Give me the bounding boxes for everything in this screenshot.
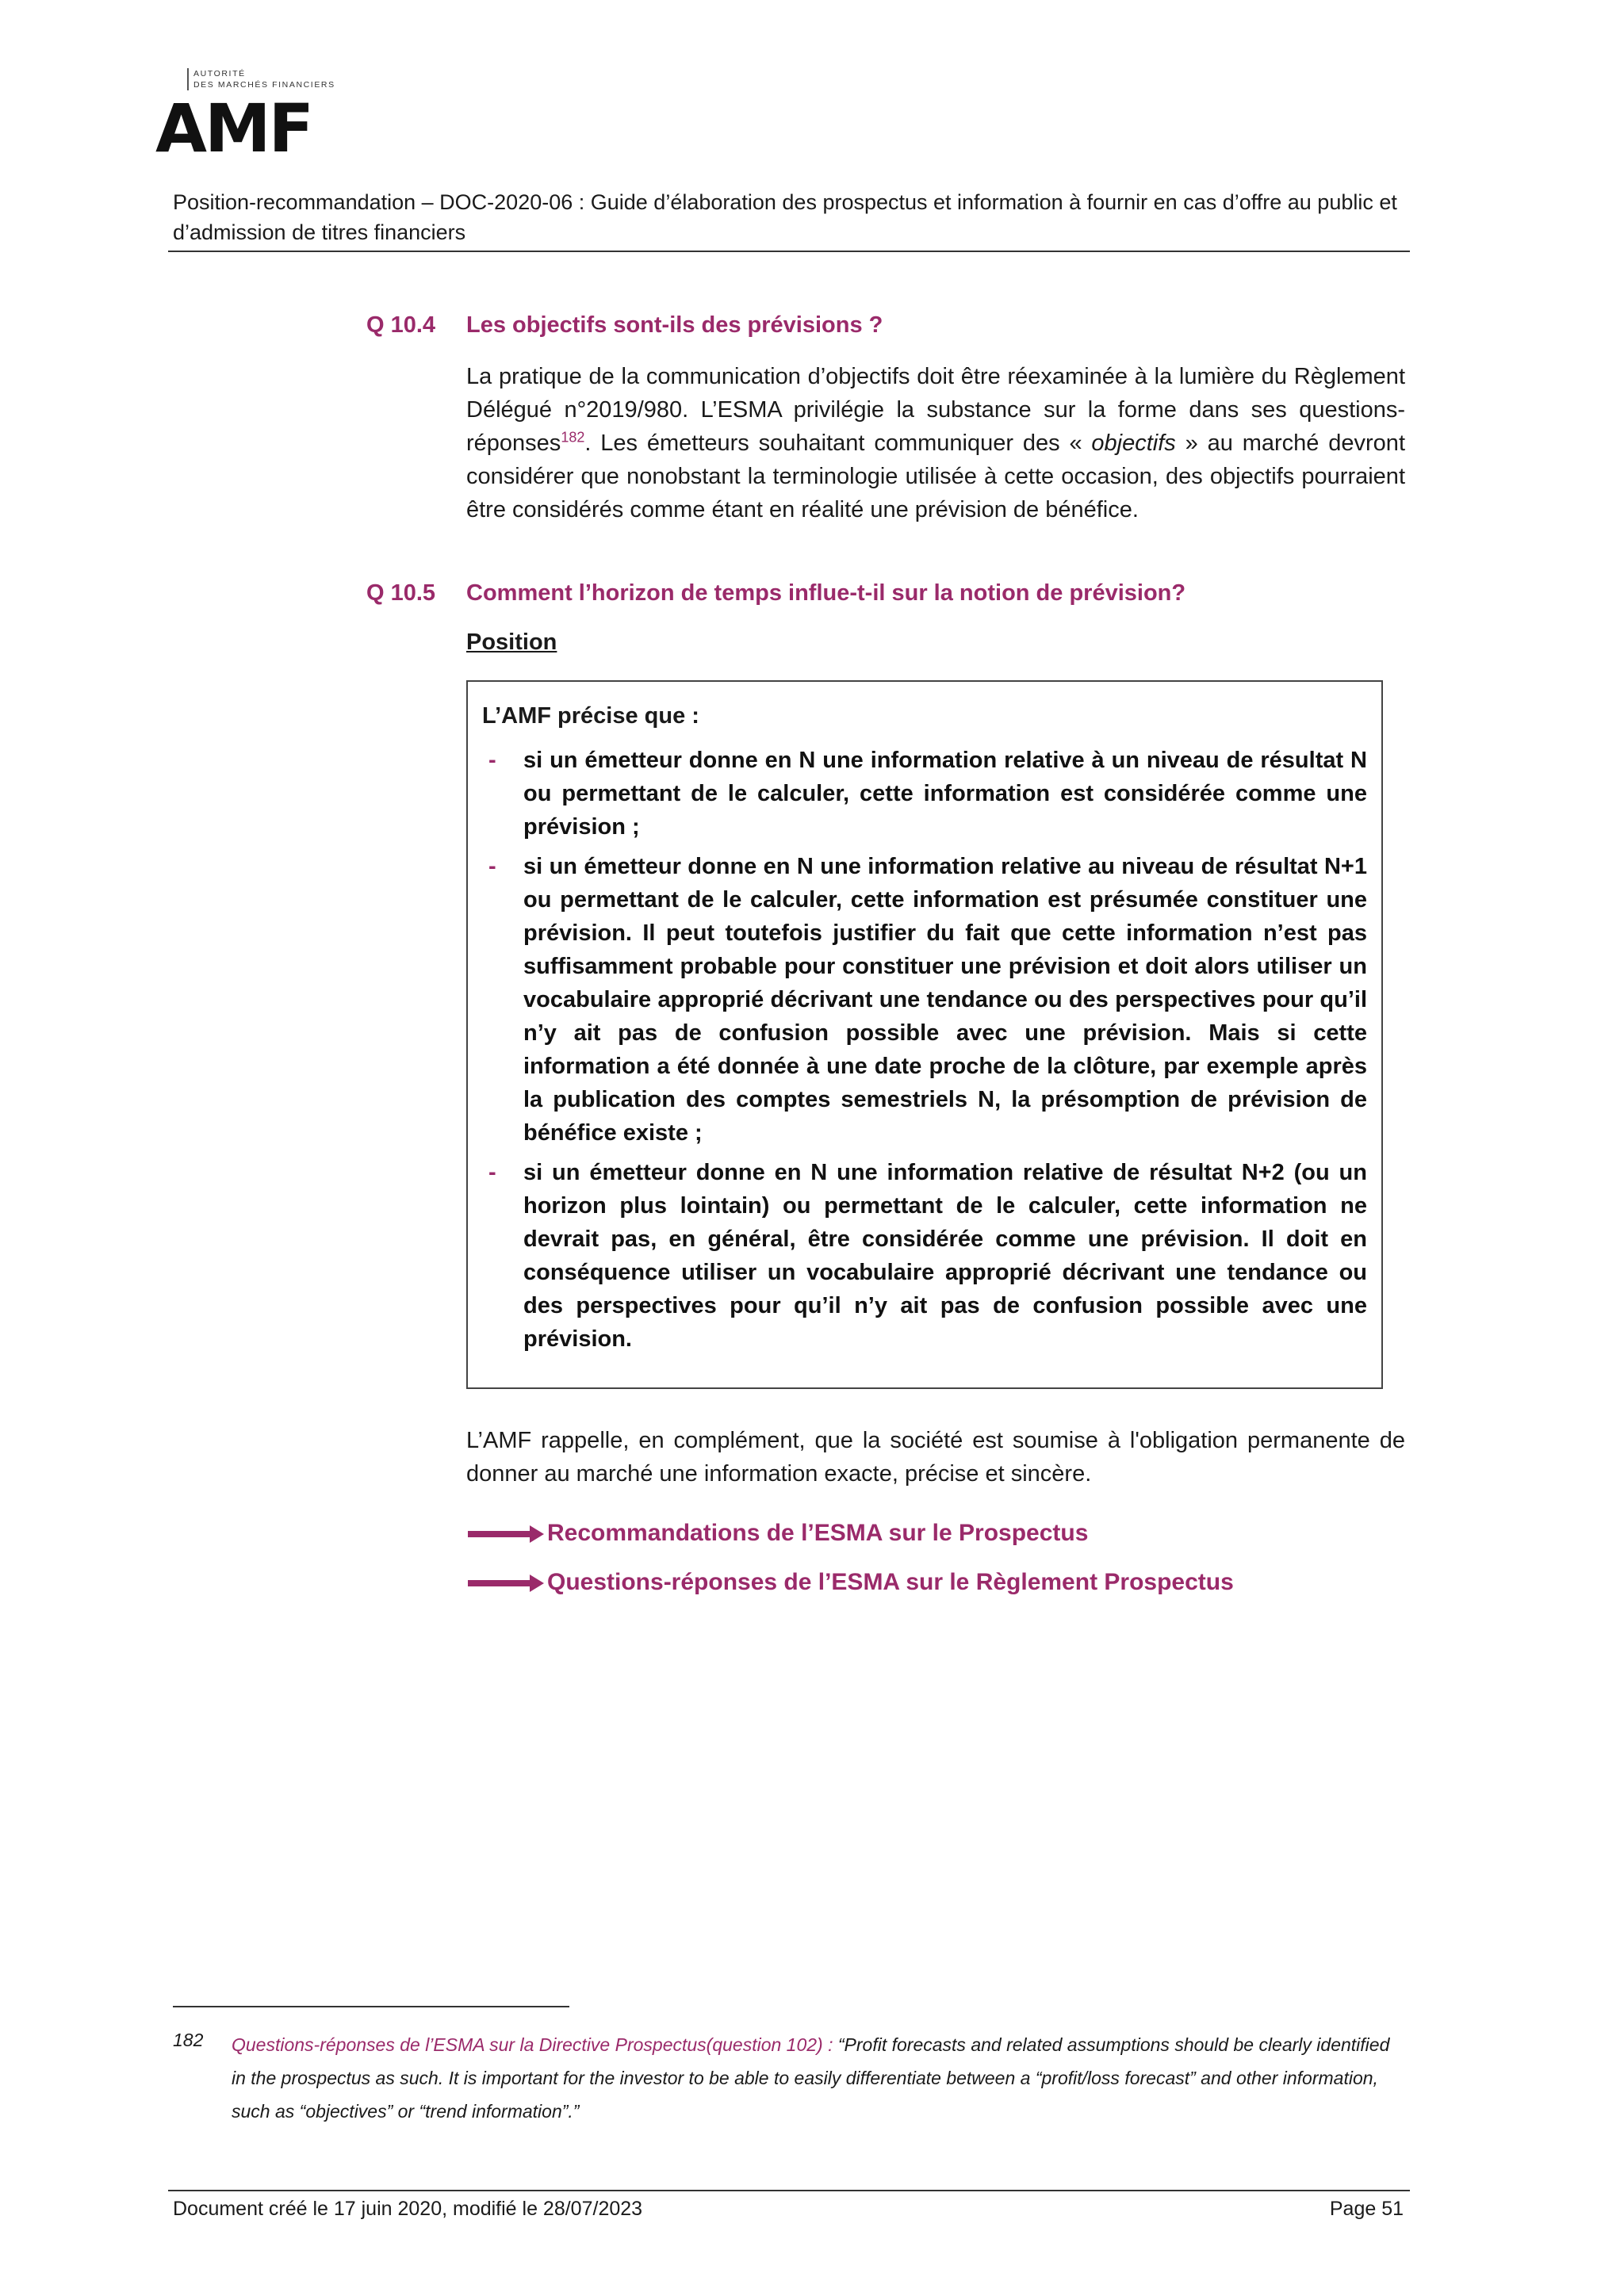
question-number-10-4: Q 10.4 xyxy=(366,312,436,338)
bullet-dash: - xyxy=(488,854,496,879)
bullet-text: si un émetteur donne en N une information relative à un niveau de résultat N ou permettant de le calculer, cette information est considérée comme une prévision ; xyxy=(523,748,1367,840)
footer-divider xyxy=(168,2190,1410,2191)
bullet-dash: - xyxy=(488,748,496,773)
footnote-ref-182[interactable]: 182 xyxy=(561,429,585,446)
question-title-10-4: Les objectifs sont-ils des prévisions ? xyxy=(466,312,883,338)
footer-page-number: Page 51 xyxy=(1329,2198,1404,2220)
position-heading: Position xyxy=(466,629,557,655)
bullet-dash: - xyxy=(488,1160,496,1185)
position-bullet xyxy=(482,850,1367,1150)
footnote-divider xyxy=(173,2006,569,2007)
footnote-quote: “Profit forecasts and related assumptions should be clearly identified in the prospectus as such. It is important for the investor to be able to easily differentiate between a “profit/loss forecast” and other information, such as “objectives” or “trend information”.” xyxy=(232,2034,1390,2122)
reminder-paragraph: L’AMF rappelle, en complément, que la société est soumise à l'obligation permanente de donner au marché une information exacte, précise et sincère. xyxy=(466,1428,1405,1487)
bullet-text: si un émetteur donne en N une information relative au niveau de résultat N+1 ou permettant de le calculer, cette information est présumée constituer une prévision. Il peut toutefois justifier du fait que cette information n’est pas suffisamment probable pour constituer une prévision et doit alors utiliser un vocabulaire approprié décrivant une tendance ou des perspectives pour qu’il n’y ait pas de confusion possible avec une prévision. Mais si cette information a été donnée à une date proche de la clôture, par exemple après la publication des comptes semestriels N, la présomption de prévision de bénéfice existe ; xyxy=(523,854,1367,1146)
logo-tagline: AUTORITÉ DES MARCHÉS FINANCIERS xyxy=(187,68,335,90)
logo-wordmark: AMF xyxy=(155,90,312,167)
position-box xyxy=(466,680,1383,1389)
position-bullet xyxy=(482,744,1367,844)
question-title-10-5: Comment l’horizon de temps influe-t-il sur la notion de prévision? xyxy=(466,580,1186,606)
question-number-10-5: Q 10.5 xyxy=(366,580,436,606)
footnote-text xyxy=(232,2028,1405,2128)
bullet-text: si un émetteur donne en N une information relative de résultat N+2 (ou un horizon plus lointain) ou permettant de le calculer, cette information ne devrait pas, en général, être considérée comme une prévision. Il doit en conséquence utiliser un vocabulaire approprié décrivant une tendance ou des perspectives pour qu’il n’y ait pas de confusion possible avec une prévision. xyxy=(523,1160,1367,1352)
footer-document-date: Document créé le 17 juin 2020, modifié le 28/07/2023 xyxy=(173,2198,643,2220)
position-bullet xyxy=(482,1156,1367,1356)
header-divider xyxy=(168,251,1410,252)
position-intro: L’AMF précise que : xyxy=(482,703,699,729)
link-label[interactable]: Recommandations de l’ESMA sur le Prospectus xyxy=(547,1520,1089,1546)
amf-logo xyxy=(155,67,354,167)
arrow-right-icon xyxy=(468,1524,544,1544)
footnote-source: Questions-réponses de l’ESMA sur la Directive Prospectus(question 102) : xyxy=(232,2034,838,2055)
arrow-right-icon xyxy=(468,1573,544,1594)
document-header-title: Position-recommandation – DOC-2020-06 : Guide d’élaboration des prospectus et information à fournir en cas d’offre au public et d’admission de titres financiers xyxy=(173,190,1397,244)
answer-paragraph-10-4: La pratique de la communication d’objectifs doit être réexaminée à la lumière du Règlement Délégué n°2019/980. L’ESMA privilégie la substance sur la forme dans ses questions-réponses$^{182}$. Les émetteurs souhaitant communiquer des « objectifs » au marché devront considérer que nonobstant la terminologie utilisée à cette occasion, des objectifs pourraient être considérés comme étant en réalité une prévision de bénéfice. xyxy=(466,364,1405,522)
footnote-number: 182 xyxy=(173,2030,204,2050)
link-label[interactable]: Questions-réponses de l’ESMA sur le Règlement Prospectus xyxy=(547,1569,1234,1595)
